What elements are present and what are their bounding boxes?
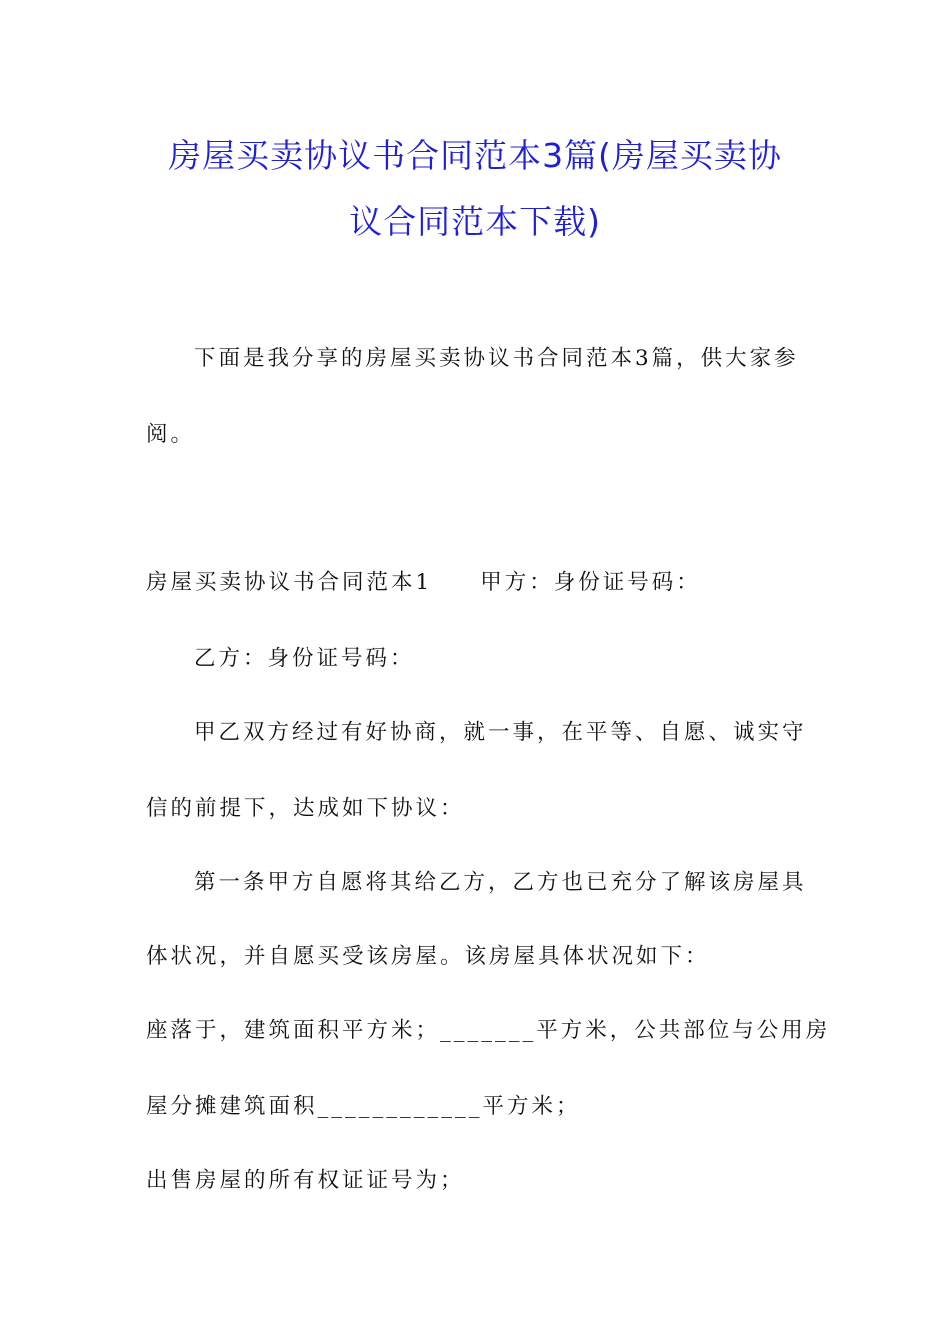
clause-intro-line-1: 甲乙双方经过有好协商，就一事，在平等、自愿、诚实守 <box>194 720 807 745</box>
party-b-id: 乙方：身份证号码： <box>194 646 415 671</box>
intro-line-2: 阅。 <box>146 422 196 447</box>
intro-line-1: 下面是我分享的房屋买卖协议书合同范本3篇，供大家参 <box>194 346 799 371</box>
document-title-line-2: 议合同范本下载) <box>349 202 601 241</box>
document-title-line-1: 房屋买卖协议书合同范本3篇(房屋买卖协 <box>168 136 782 175</box>
ownership-certificate-line: 出售房屋的所有权证证号为； <box>146 1168 465 1193</box>
party-a-id: 甲方：身份证号码： <box>480 570 701 595</box>
article-1-line-1: 第一条甲方自愿将其给乙方，乙方也已充分了解该房屋具 <box>194 870 807 895</box>
article-1-line-2: 体状况，并自愿买受该房屋。该房屋具体状况如下： <box>146 944 710 969</box>
property-location-line-1: 座落于，建筑面积平方米；_______平方米，公共部位与公用房 <box>146 1018 831 1043</box>
property-location-line-2: 屋分摊建筑面积____________平方米； <box>146 1094 581 1119</box>
clause-intro-line-2: 信的前提下，达成如下协议： <box>146 796 465 821</box>
section-heading-line <box>146 568 816 598</box>
section-heading: 房屋买卖协议书合同范本1 <box>146 570 433 595</box>
